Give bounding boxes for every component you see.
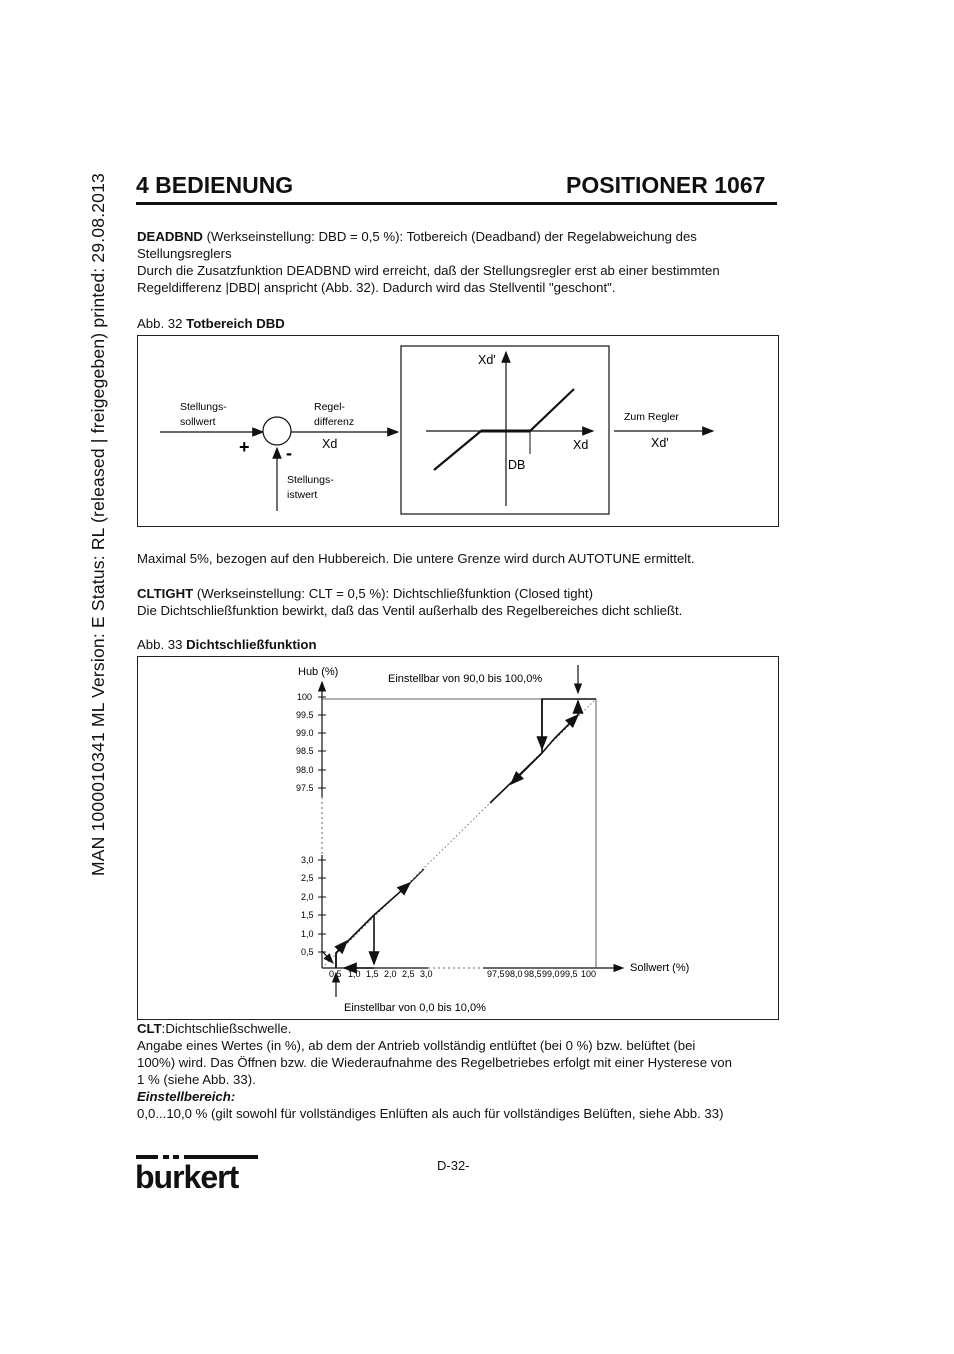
header-rule <box>136 202 777 205</box>
label-istwert-1: Stellungs- <box>287 474 334 486</box>
cltight-paragraph <box>137 585 777 619</box>
y-tick-label: 99.5 <box>296 710 314 720</box>
fig33-caption-title: Dichtschließfunktion <box>186 637 317 652</box>
fig32-caption <box>137 316 285 331</box>
x-tick-label: 2,5 <box>402 969 415 979</box>
fig33-frame <box>137 656 779 1020</box>
label-xd-in: Xd <box>322 437 338 451</box>
label-sollwert-2: sollwert <box>180 416 216 428</box>
x-tick-label: 3,0 <box>420 969 433 979</box>
fig32-caption-prefix: Abb. 32 <box>137 316 187 331</box>
x-axis-label: Sollwert (%) <box>630 962 690 974</box>
y-tick-label: 99.0 <box>296 728 314 738</box>
product-title: POSITIONER 1067 <box>566 172 766 198</box>
clt-line1: :Dichtschließschwelle. <box>161 1021 292 1036</box>
x-tick-label: 0,5 <box>329 969 342 979</box>
deadbnd-line3: Durch die Zusatzfunktion DEADBND wird erreicht, daß der Stellungsregler erst ab einer bestimmten <box>137 263 720 278</box>
label-regel-2: differenz <box>314 416 355 428</box>
cltight-term: CLTIGHT <box>137 586 194 601</box>
y-axis-label: Hub (%) <box>298 666 339 678</box>
clt-line2: Angabe eines Wertes (in %), ab dem der Antrieb vollständig entlüftet (bei 0 %) bzw. belüftet (bei <box>137 1038 696 1053</box>
minus-sign: - <box>286 443 292 463</box>
upper-diagonal-arrow <box>511 753 542 784</box>
cltight-line1: (Werkseinstellung: CLT = 0,5 %): Dichtschließfunktion (Closed tight) <box>193 586 593 601</box>
tight-closing-diagram <box>138 657 778 1019</box>
x-tick-label: 100 <box>581 969 597 979</box>
label-xd-axis-x: Xd <box>573 438 589 452</box>
plus-sign: + <box>239 437 250 457</box>
x-tick-labels <box>329 969 596 979</box>
einstellbereich-heading: Einstellbereich: <box>137 1089 236 1104</box>
x-tick-label: 2,0 <box>384 969 397 979</box>
burkert-logo <box>136 1155 258 1196</box>
x-tick-label: 99,0 <box>542 969 560 979</box>
y-tick-label: 1,0 <box>301 929 314 939</box>
deadbnd-line1: (Werkseinstellung: DBD = 0,5 %): Totbereich (Deadband) der Regelabweichung des <box>202 229 697 244</box>
fig33-caption-prefix: Abb. 33 <box>137 637 187 652</box>
bottom-annotation: Einstellbar von 0,0 bis 10,0% <box>344 1002 486 1014</box>
document-control-sidebar: MAN 1000010341 ML Version: E Status: RL (released | freigegeben) printed: 29.08.2013 <box>88 173 108 876</box>
fig32-caption-title: Totbereich DBD <box>186 316 285 331</box>
clt-term: CLT <box>137 1021 162 1036</box>
clt-line4: 1 % (siehe Abb. 33). <box>137 1072 256 1087</box>
upper-link <box>542 739 554 753</box>
y-tick-label: 3,0 <box>301 855 314 865</box>
lower-diagonal-continue <box>410 869 424 883</box>
clt-paragraph <box>137 1020 777 1122</box>
x-tick-label: 1,5 <box>366 969 379 979</box>
fig32-frame <box>137 335 779 527</box>
x-tick-label: 97,5 <box>487 969 505 979</box>
deadbnd-paragraph <box>137 228 777 296</box>
cltight-line2: Die Dichtschließfunktion bewirkt, daß das Ventil außerhalb des Regelbereiches dicht schließt. <box>137 603 683 618</box>
y-tick-label: 98.0 <box>296 765 314 775</box>
deadbnd-term: DEADBND <box>137 229 203 244</box>
summing-junction <box>263 417 291 445</box>
y-tick-label: 2,5 <box>301 873 314 883</box>
lower-diagonal-arrow-2 <box>374 883 410 915</box>
fig33-caption <box>137 637 317 652</box>
label-istwert-2: istwert <box>287 489 318 501</box>
y-tick-label: 0,5 <box>301 947 314 957</box>
label-zum-regler: Zum Regler <box>624 411 679 423</box>
deadbnd-line4: Regeldifferenz |DBD| anspricht (Abb. 32). Dadurch wird das Stellventil "geschont". <box>137 280 616 295</box>
x-tick-label: 98,0 <box>505 969 523 979</box>
y-tick-label: 2,0 <box>301 892 314 902</box>
logo-wordmark: burkert <box>136 1159 239 1191</box>
upper-rise-arrow <box>554 715 578 739</box>
top-annotation: Einstellbar von 90,0 bis 100,0% <box>388 673 543 685</box>
page-number: D-32- <box>437 1158 470 1173</box>
burkert-logo-graphic <box>136 1155 258 1191</box>
y-tick-label: 97.5 <box>296 783 314 793</box>
y-tick-label: 98.5 <box>296 746 314 756</box>
ideal-characteristic <box>322 699 596 968</box>
deadbnd-line2: Stellungsreglers <box>137 246 232 261</box>
lower-diagonal-arrow <box>336 941 347 953</box>
x-tick-label: 99,5 <box>560 969 578 979</box>
x-tick-label: 98,5 <box>524 969 542 979</box>
deadband-diagram <box>138 336 778 526</box>
clt-line5: 0,0...10,0 % (gilt sowohl für vollständiges Enlüften als auch für vollständiges Belüften, siehe Abb. 33) <box>137 1106 724 1121</box>
label-xd-out: Xd' <box>651 436 669 450</box>
label-regel-1: Regel- <box>314 401 345 413</box>
y-tick-label: 100 <box>297 692 313 702</box>
chapter-title: 4 BEDIENUNG <box>136 172 294 198</box>
label-db: DB <box>508 458 526 472</box>
x-tick-label: 1,0 <box>348 969 361 979</box>
label-sollwert-1: Stellungs- <box>180 401 227 413</box>
label-xd-axis-y: Xd' <box>478 353 496 367</box>
lower-small-arrow <box>322 951 333 963</box>
y-tick-label: 1,5 <box>301 910 314 920</box>
maximal-text: Maximal 5%, bezogen auf den Hubbereich. Die untere Grenze wird durch AUTOTUNE ermittelt. <box>137 551 695 566</box>
clt-line3: 100%) wird. Das Öffnen bzw. die Wiederaufnahme des Regelbetriebes erfolgt mit einer Hysterese von <box>137 1055 732 1070</box>
y-tick-labels <box>296 692 314 957</box>
